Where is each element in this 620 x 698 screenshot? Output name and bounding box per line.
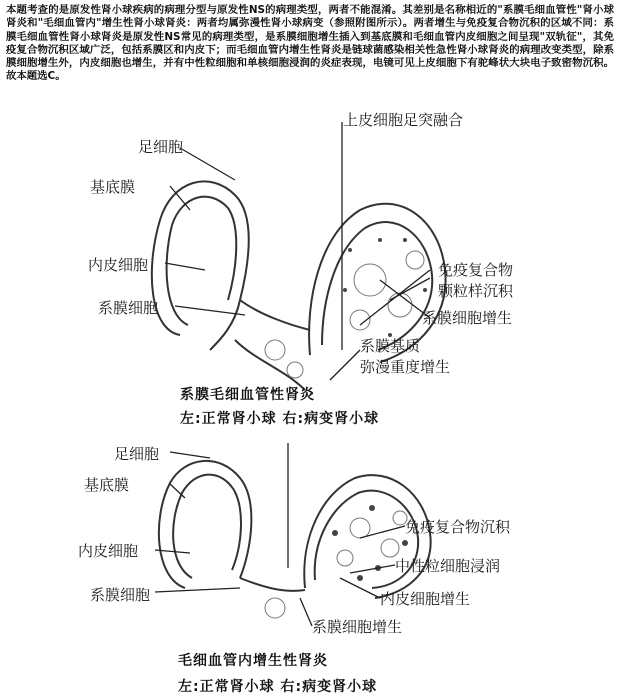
label-podocyte: 足细胞 [114, 445, 160, 463]
label-neutrophil: 中性粒细胞浸润 [395, 557, 501, 575]
label-basement-membrane: 基底膜 [90, 178, 136, 196]
label-basement-membrane: 基底膜 [84, 476, 130, 494]
label-matrix-line2: 弥漫重度增生 [360, 358, 451, 376]
figure-endocapillary [60, 438, 562, 696]
label-immune-granular-line1: 免疫复合物 [438, 261, 514, 279]
label-matrix [360, 336, 450, 378]
label-endothelial: 内皮细胞 [88, 256, 149, 274]
label-mesangial: 系膜细胞 [90, 586, 151, 604]
label-matrix-line1: 系膜基质 [360, 337, 421, 355]
label-mesangial-prolif: 系膜细胞增生 [422, 309, 513, 327]
figure2-title: 毛细血管内增生性肾炎 [178, 653, 328, 669]
label-immune-deposit: 免疫复合物沉积 [405, 518, 511, 536]
label-podocyte: 足细胞 [138, 138, 184, 156]
figure1-title: 系膜毛细血管性肾炎 [180, 387, 315, 403]
label-immune-granular-line2: 颗粒样沉积 [438, 282, 514, 300]
explanation-text: 本题考查的是原发性肾小球疾病的病理分型与原发性NS的病理类型，两者不能混淆。其差别是名称相近的"系膜毛细血管性"肾小球肾炎和"毛细血管内"增生性肾小球肾炎：两者均属弥漫性肾小球病变（参照附图所示）。两者增生与免疫复合物沉积的区域不同：系膜毛细血管性肾小球肾炎是原发性NS常见的病理类型，是系膜细胞增生插入到基底膜和毛细血管内皮细胞之间呈现"双轨征"，其免疫复合物沉积区域广泛，包括系膜区和内皮下；而毛细血管内增生性肾炎是链球菌感染相关性急性肾小球肾炎的病理改变类型，除系膜细胞增生外，内皮细胞也增生，并有中性粒细胞和单核细胞浸润的炎症表现，电镜可见上皮细胞下有驼峰状大块电子致密物沉积。故本题选C。 [6, 4, 614, 83]
label-endothelial: 内皮细胞 [78, 542, 139, 560]
figure-mesangiocapillary [60, 100, 562, 430]
figure1-subtitle: 左:正常肾小球 右:病变肾小球 [180, 411, 380, 427]
label-mesangial-prolif: 系膜细胞增生 [312, 618, 403, 636]
label-endothelial-prolif: 内皮细胞增生 [380, 590, 471, 608]
label-mesangial: 系膜细胞 [98, 299, 159, 317]
figure2-subtitle: 左:正常肾小球 右:病变肾小球 [178, 679, 378, 695]
label-immune-granular [438, 260, 513, 302]
label-podocyte-fusion: 上皮细胞足突融合 [343, 111, 464, 129]
